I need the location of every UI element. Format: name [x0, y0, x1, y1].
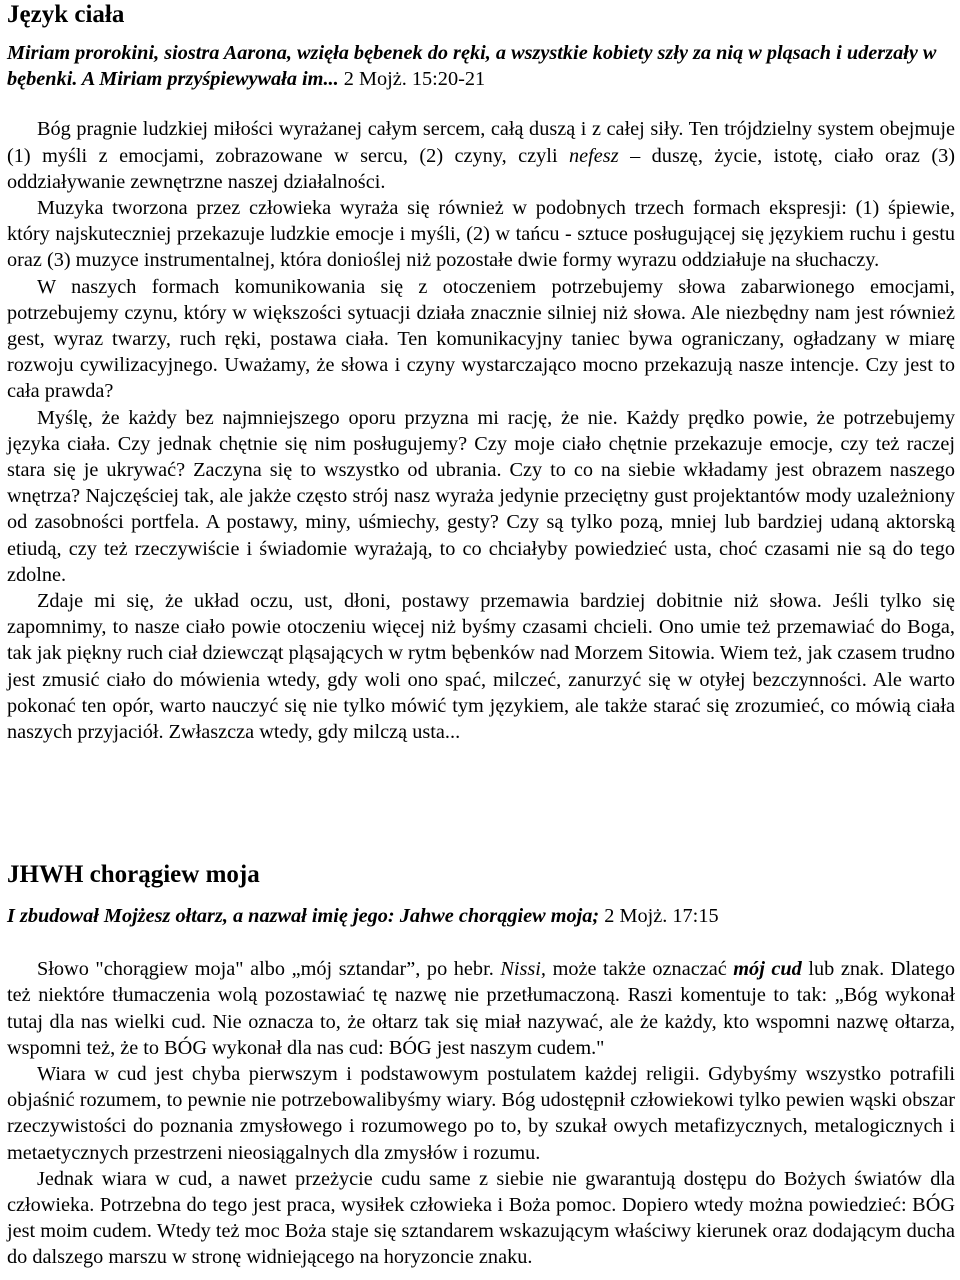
paragraph-text: lub znak. Dlatego też niektóre tłumaczenia wolą pozostawiać tę nazwę nie przetłumaczoną. Raszi komentuje to tak: „Bóg wykonał tutaj dla nas wielki cud. Nie oznacza to, że ołtarz tak się miał nazywać, ale że każdy, kto wspomni nazwę ołtarza, wspomni też, że to BÓG wykonał dla nas cud: BÓG jest naszym cudem."	[7, 958, 956, 1059]
paragraph-text: może także oznaczać	[546, 958, 734, 981]
section-title: Język ciała	[7, 1, 125, 28]
paragraph: Muzyka tworzona przez człowieka wyraża się również w podobnych trzech formach ekspresji: (1) śpiewie, który najskuteczniej przekazuje ludzkie emocje i myśli, (2) w tańcu - sztuce posługującej się językiem ruchu i gestu oraz (3) muzyce instrumentalnej, która donioślej niż pozostałe dwie formy wyrazu oddziałuje na słuchaczy.	[7, 197, 955, 272]
section-motto	[7, 40, 955, 92]
paragraph: Zdaje mi się, że układ oczu, ust, dłoni, postawy przemawia bardziej dobitnie niż słowa. Jeśli tylko się zapomnimy, to nasze ciało powie otoczeniu więcej niż byśmy czasami chcieli. Ono umie też przemawiać do Boga, tak jak piękny ruch ciał dziewcząt pląsających w rytm bębenków nad Morzem Sitowia. Wiem też, jak czasem trudno jest zmusić ciało do mówienia wtedy, gdy woli ono spać, milczeć, zanurzyć się w otyłej bezczynności. Ale warto pokonać ten opór, warto nauczyć się nie tylko mówić tym językiem, ale także starać się zrozumieć, co mówią ciała naszych przyjaciół. Zwłaszcza wtedy, gdy milczą usta...	[7, 590, 955, 744]
paragraph-text: Słowo "chorągiew moja" albo „mój sztandar”, po hebr.	[37, 958, 501, 981]
motto-verse: Miriam prorokini, siostra Aarona, wzięła bębenek do ręki, a wszystkie kobiety szły za nią w pląsach i uderzały w bębenki. A Miriam przyśpiewywała im...	[7, 42, 937, 91]
paragraph	[7, 116, 955, 195]
paragraph: Wiara w cud jest chyba pierwszym i podstawowym postulatem każdej religii. Gdybyśmy wszystko potrafili objaśnić rozumem, to pewnie nie potrzebowalibyśmy wiary. Bóg udostępnił człowiekowi tylko pewien wąski obszar rzeczywistości do poznania zmysłowego i rozumowego po to, by szukał owych metafizycznych, metalogicznych i metaetycznych przestrzeni nieosiągalnych dla zmysłów i rozumu.	[7, 1063, 955, 1164]
section-jezyk-ciala	[7, 0, 955, 745]
paragraph-text: Bóg pragnie ludzkiej miłości wyrażanej całym sercem, całą duszą i z całej siły. Ten trójdzielny system obejmuje (1) myśli z emocjami, zobrazowane w sercu, (2) czyny, czyli	[7, 118, 955, 167]
paragraph-text: – duszę, życie, istotę, ciało oraz (3) oddziaływanie zewnętrzne naszej działalności.	[7, 144, 956, 193]
motto-reference: 2 Mojż. 17:15	[599, 905, 719, 927]
motto-verse: I zbudował Mojżesz ołtarz, a nazwał imię jego: Jahwe chorągiew moja;	[7, 905, 600, 927]
paragraph-emphasis: Nissi,	[500, 958, 546, 981]
paragraph: Jednak wiara w cud, a nawet przeżycie cudu same z siebie nie gwarantują dostępu do Bożych światów dla człowieka. Potrzebna do tego jest praca, wysiłek człowieka i Boża pomoc. Dopiero wtedy można powiedzieć: BÓG jest moim cudem. Wtedy też moc Boża staje się sztandarem wskazującym właściwy kierunek oraz dodającym ducha do dalszego marszu w stronę widniejącego na horyzoncie znaku.	[7, 1167, 955, 1269]
section-motto	[7, 903, 955, 929]
paragraph-emphasis: nefesz	[569, 144, 619, 167]
paragraph-strong-emphasis: mój cud	[733, 958, 802, 981]
paragraph: W naszych formach komunikowania się z otoczeniem potrzebujemy słowa zabarwionego emocjami, potrzebujemy czynu, który w większości sytuacji działa znacznie silniej niż słowa. Ale niezbędny nam jest również gest, wyraz twarzy, ruch ręki, postawa ciała. Ten komunikacyjny taniec bywa ograniczany, ogładzany w miarę rozwoju cywilizacyjnego. Uważamy, że słowa i czyny wystarczająco mocno przekazują nasze intencje. Czy jest to cała prawda?	[7, 275, 955, 403]
section-title: JHWH chorągiew moja	[7, 861, 260, 888]
section-jhwh-choragiew-moja	[7, 860, 955, 1271]
paragraph: Myślę, że każdy bez najmniejszego oporu przyzna mi rację, że nie. Każdy prędko powie, że potrzebujemy języka ciała. Czy jednak chętnie się nim posługujemy? Czy moje ciało chętnie przekazuje emocje, czy też raczej stara się je ukrywać? Zaczyna się to wszystko od ubrania. Czy to co na siebie wkładamy jest obrazem naszego wnętrza? Najczęściej tak, ale jakże często strój nasz wyraża jedynie przeciętny gust projektantów mody uzależniony od zasobności portfela. A postawy, miny, uśmiechy, gesty? Czy są tylko pozą, mniej lub bardziej udaną aktorską etiudą, czy też rzeczywiście i świadomie wyrażają, to co chciałyby powiedzieć usta, choć czasami nie są do tego zdolne.	[7, 406, 955, 586]
document-page	[7, 0, 956, 1269]
motto-reference: 2 Mojż. 15:20-21	[338, 68, 486, 91]
paragraph	[7, 956, 955, 1061]
